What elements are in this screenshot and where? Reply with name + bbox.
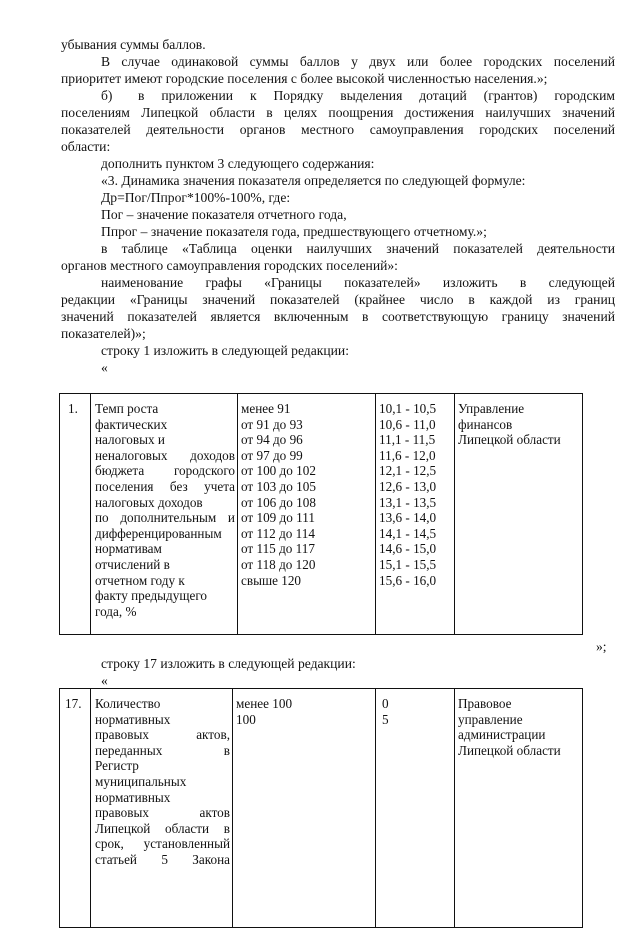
text-line: в таблице «Таблица оценки наилучших значений показателей деятельности (101, 241, 615, 256)
range-value: менее 100 (236, 696, 293, 711)
indicator-line: отчетном году к (95, 572, 185, 588)
responsible-cell (458, 696, 561, 758)
quote-open-mark: « (101, 360, 108, 375)
indicator-line: нормативных (95, 789, 171, 805)
range-value: от 115 до 117 (241, 541, 315, 557)
text-line: Ппрог – значение показателя года, предшествующего отчетному.»; (101, 224, 487, 239)
text-line: В случае одинаковой суммы баллов у двух или более городских поселений (101, 54, 615, 69)
text-line: «3. Динамика значения показателя определяется по следующей формуле: (101, 173, 526, 188)
score-value: 11,1 - 11,5 (379, 432, 436, 448)
score-value: 5 (382, 711, 389, 727)
responsible-line: управление (458, 711, 523, 727)
responsible-line: Правовое (458, 696, 512, 711)
indicator-line: по дополнительным и (95, 510, 235, 526)
text-line: органов местного самоуправления городских поселений»: (61, 258, 398, 273)
range-value: от 109 до 111 (241, 510, 315, 526)
indicator-line: правовых актов (95, 805, 230, 821)
range-value: 100 (236, 711, 256, 727)
row-number: 17. (65, 696, 82, 711)
responsible-line: Липецкой области (458, 742, 561, 758)
table-row-17 (59, 688, 583, 928)
indicator-line: налоговых доходов (95, 494, 203, 510)
column-divider (375, 394, 376, 634)
row-number: 1. (68, 401, 78, 416)
indicator-line: Количество (95, 696, 161, 711)
text-line: приоритет имеют городские поселения с более высокой численностью населения.»; (61, 71, 548, 86)
score-value: 14,6 - 15,0 (379, 541, 437, 557)
responsible-line: Липецкой области (458, 432, 561, 448)
list-marker: б) (101, 88, 113, 103)
quote-open-mark: « (101, 673, 108, 688)
range-value: от 97 до 99 (241, 447, 303, 463)
indicator-cell (95, 696, 230, 868)
score-cell (379, 401, 436, 588)
range-value: менее 91 (241, 401, 291, 416)
score-cell (382, 696, 389, 727)
indicator-line: правовых актов, (95, 727, 230, 743)
indicator-line: налоговых и (95, 432, 165, 448)
text-line: редакции «Границы значений показателей (крайнее число в каждой из границ (61, 292, 615, 307)
column-divider (375, 689, 376, 927)
indicator-line: факту предыдущего (95, 588, 207, 604)
indicator-line: бюджета городского (95, 463, 235, 479)
score-value: 10,1 - 10,5 (379, 401, 437, 416)
text-line: значений показателей является включенным в соответствующую границу значений (61, 309, 615, 324)
text-line: наименование графы «Границы показателей» изложить в следующей (101, 275, 615, 290)
indicator-line: Темп роста (95, 401, 159, 416)
indicator-cell (95, 401, 235, 619)
range-value: от 106 до 108 (241, 494, 316, 510)
indicator-line: отчислений в (95, 556, 170, 572)
responsible-cell (458, 401, 561, 448)
column-divider (454, 689, 455, 927)
text-line: строку 1 изложить в следующей редакции: (101, 343, 349, 358)
indicator-line: Регистр (95, 758, 139, 774)
text-line: убывания суммы баллов. (61, 37, 206, 52)
indicator-line: муниципальных (95, 773, 187, 789)
indicator-line: нормативных (95, 711, 171, 727)
range-value: от 100 до 102 (241, 463, 316, 479)
score-value: 15,1 - 15,5 (379, 556, 437, 572)
text-line: в приложении к Порядку выделения дотаций (грантов) городским (138, 88, 615, 103)
indicator-line: Липецкой области в (95, 820, 230, 836)
score-value: 13,1 - 13,5 (379, 494, 437, 510)
indicator-line: неналоговых доходов (95, 447, 235, 463)
text-line: области: (61, 139, 111, 154)
responsible-line: финансов (458, 416, 513, 432)
column-divider (232, 689, 233, 927)
indicator-line: поселения без учета (95, 478, 235, 494)
score-value: 12,1 - 12,5 (379, 463, 437, 479)
responsible-line: Управление (458, 401, 525, 416)
indicator-line: срок, установленный (95, 836, 230, 852)
score-value: 11,6 - 12,0 (379, 447, 436, 463)
range-value: свыше 120 (241, 572, 302, 588)
column-divider (454, 394, 455, 634)
indicator-line: года, % (95, 603, 137, 619)
indicator-line: фактических (95, 416, 168, 432)
indicator-line: дифференцированным (95, 525, 222, 541)
text-line: Пог – значение показателя отчетного года, (101, 207, 347, 222)
text-line: показателей деятельности органов местного самоуправления городских поселений (61, 122, 615, 137)
score-value: 14,1 - 14,5 (379, 525, 437, 541)
text-line: поселениям Липецкой области в целях поощрения достижения наилучших значений (61, 105, 615, 120)
indicator-line: статьей 5 Закона (95, 851, 230, 867)
indicator-line: нормативам (95, 541, 162, 557)
text-line: дополнить пунктом 3 следующего содержания: (101, 156, 375, 171)
score-value: 13,6 - 14,0 (379, 510, 437, 526)
score-value: 12,6 - 13,0 (379, 478, 437, 494)
text-line: показателей)»; (61, 326, 146, 341)
range-value: от 91 до 93 (241, 416, 303, 432)
text-line: строку 17 изложить в следующей редакции: (101, 656, 356, 671)
range-value: от 118 до 120 (241, 556, 316, 572)
responsible-line: администрации (458, 727, 546, 743)
range-value: от 103 до 105 (241, 478, 316, 494)
formula-line: Др=Пог/Ппрог*100%-100%, где: (101, 190, 291, 205)
range-cell (236, 696, 292, 727)
indicator-line: переданных в (95, 742, 230, 758)
table-row-1 (59, 393, 583, 635)
range-value: от 112 до 114 (241, 525, 315, 541)
column-divider (90, 394, 91, 634)
column-divider (237, 394, 238, 634)
range-cell (241, 401, 316, 588)
column-divider (90, 689, 91, 927)
score-value: 0 (382, 696, 389, 711)
range-value: от 94 до 96 (241, 432, 303, 448)
quote-close-mark: »; (596, 639, 607, 654)
score-value: 10,6 - 11,0 (379, 416, 436, 432)
score-value: 15,6 - 16,0 (379, 572, 437, 588)
